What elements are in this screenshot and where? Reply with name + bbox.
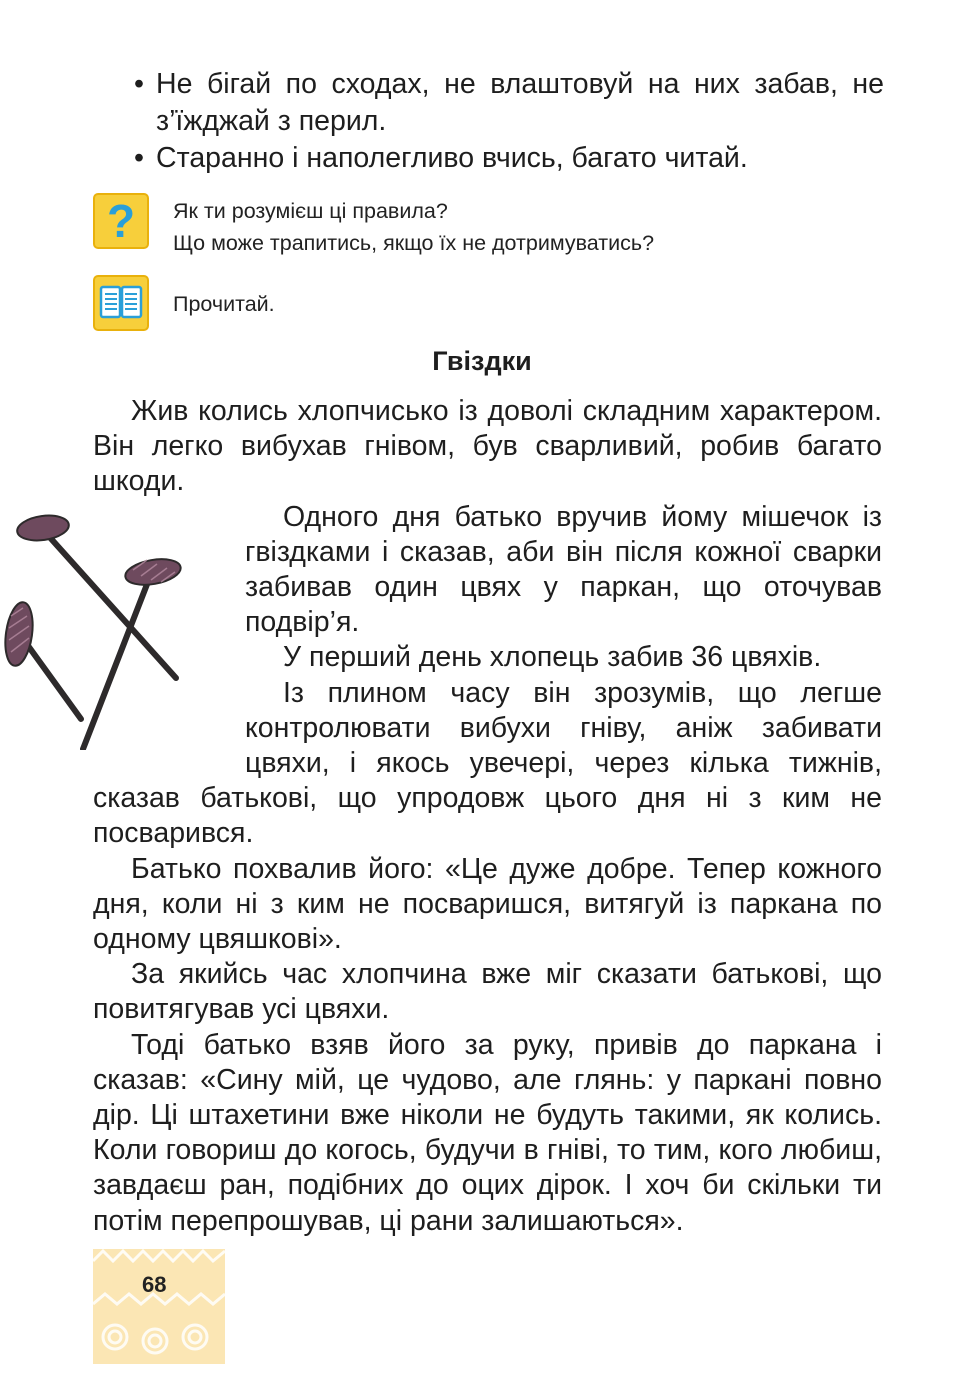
question-line-2: Що може трапитись, якщо їх не дотримуватись?	[173, 231, 655, 255]
story-paragraph: Із плином часу він зрозумів, що легше контролювати вибухи гніву, аніж забивати цвяхи, і якось увечері, через кілька тижнів, сказав батькові, що упродовж цього дня ні з ким не посварився.	[93, 676, 882, 850]
story-body	[93, 394, 882, 1239]
ornament-pattern	[93, 1249, 225, 1364]
story-title: Гвіздки	[432, 346, 532, 376]
rule-item	[132, 140, 884, 177]
story-paragraph: Батько похвалив його: «Це дуже добре. Тепер кожного дня, коли ні з ким не посваришся, витягуй із паркана по одному цвяшкові».	[93, 852, 882, 956]
question-mark-icon	[93, 193, 149, 249]
bullet-dot: •	[134, 142, 144, 174]
question-line-1: Як ти розумієш ці правила?	[173, 199, 448, 223]
rule-item	[132, 66, 884, 140]
page-number: 68	[142, 1272, 167, 1297]
svg-text:?: ?	[106, 195, 136, 247]
rule-text: Не бігай по сходах, не влаштовуй на них забав, не з’їжджай з перил.	[156, 68, 884, 137]
open-book-icon	[93, 275, 149, 331]
story-paragraph: Одного дня батько вручив йому мішечок із гвіздками і сказав, аби він після кожної сварки забивав один цвях у паркан, що оточував подвір’я.	[245, 500, 882, 639]
rules-list	[132, 66, 884, 177]
rule-text: Старанно і наполегливо вчись, багато читай.	[156, 142, 748, 174]
nails-illustration	[1, 504, 245, 750]
story-paragraph: Тоді батько взяв його за руку, привів до паркана і сказав: «Сину мій, це чудово, але глянь: у паркані повно дір. Ці штахетини вже ніколи не будуть такими, як колись. Коли говориш до когось, будучи в гніві, то тим, кого любиш, завдаєш ран, подібних до оцих дірок. І хоч би скільки ти потім перепрошував, ці рани залишаються».	[93, 1028, 882, 1237]
read-task-text: Прочитай.	[173, 292, 275, 316]
question-task	[173, 195, 654, 259]
story-paragraph: У перший день хлопець забив 36 цвяхів.	[283, 641, 822, 674]
bullet-dot: •	[134, 68, 144, 100]
story-paragraph: Жив колись хлопчисько із доволі складним характером. Він легко вибухав гнівом, був сварливий, робив багато шкоди.	[93, 395, 882, 498]
story-paragraph: За якийсь час хлопчина вже міг сказати батькові, що повитягував усі цвяхи.	[93, 958, 882, 1026]
